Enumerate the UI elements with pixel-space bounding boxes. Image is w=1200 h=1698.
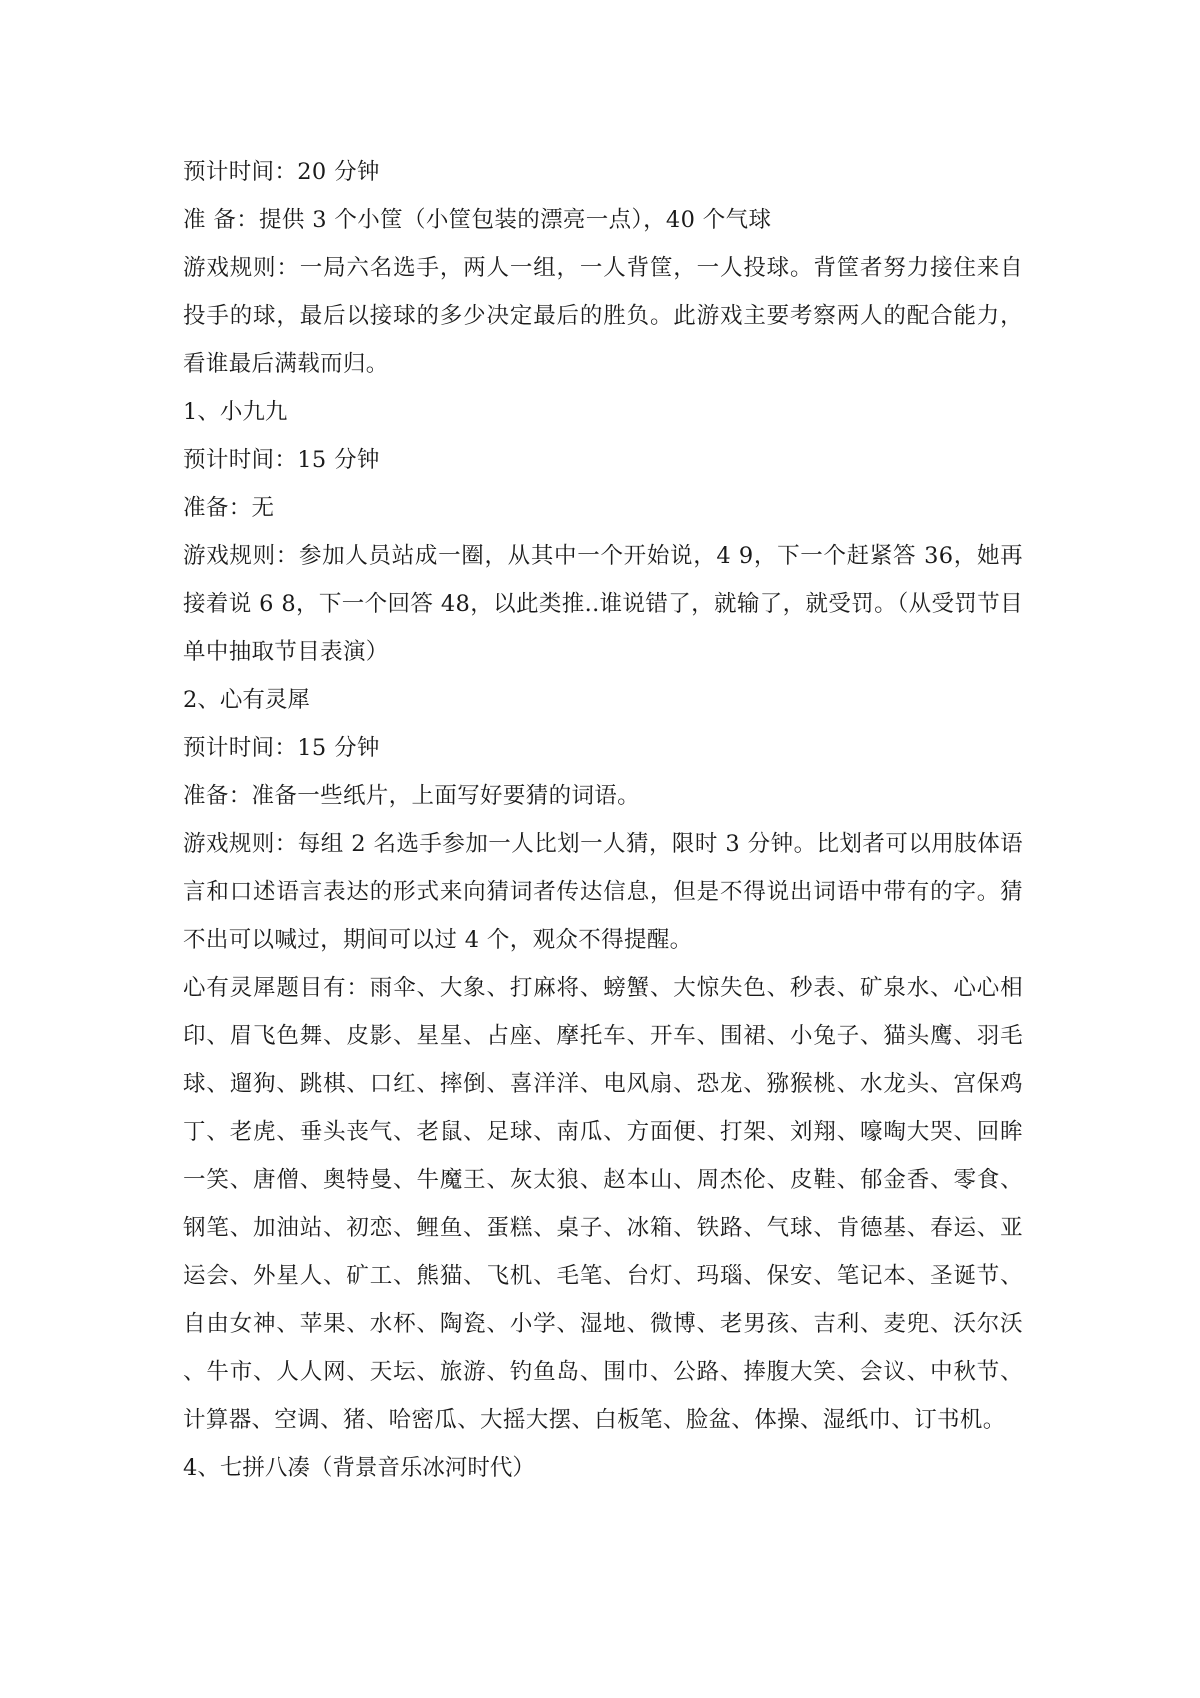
game-rules-1: 游戏规则：一局六名选手，两人一组，一人背筐，一人投球。背筐者努力接住来自投手的球，最后以接球的多少决定最后的胜负。此游戏主要考察两人的配合能力，看谁最后满载而归。 [183, 255, 1023, 377]
game-rules-2: 游戏规则：参加人员站成一圈，从其中一个开始说，4 9，下一个赶紧答 36，她再接着说 6 8，下一个回答 48，以此类推..谁说错了，就输了，就受罚。（从受罚节目单中抽取节目表演） [183, 543, 1023, 665]
section-heading-qipinbacou: 4、七拼八凑（背景音乐冰河时代） [183, 1455, 535, 1481]
game-rules-3: 游戏规则：每组 2 名选手参加一人比划一人猜，限时 3 分钟。比划者可以用肢体语言和口述语言表达的形式来向猜词者传达信息，但是不得说出词语中带有的字。猜不出可以喊过，期间可以过 4 个，观众不得提醒。 [183, 831, 1023, 953]
preparation-1: 准 备：提供 3 个小筐（小筐包装的漂亮一点），40 个气球 [183, 207, 772, 233]
time-estimate-1: 预计时间：20 分钟 [183, 159, 380, 185]
section-heading-xinyoulingxi: 2、心有灵犀 [183, 687, 310, 713]
document-body [183, 148, 1023, 1492]
word-list: 心有灵犀题目有：雨伞、大象、打麻将、螃蟹、大惊失色、秒表、矿泉水、心心相印、眉飞色舞、皮影、星星、占座、摩托车、开车、围裙、小兔子、猫头鹰、羽毛球、遛狗、跳棋、口红、摔倒、喜洋洋、电风扇、恐龙、猕猴桃、水龙头、宫保鸡丁、老虎、垂头丧气、老鼠、足球、南瓜、方面便、打架、刘翔、嚎啕大哭、回眸一笑、唐僧、奥特曼、牛魔王、灰太狼、赵本山、周杰伦、皮鞋、郁金香、零食、钢笔、加油站、初恋、鲤鱼、蛋糕、桌子、冰箱、铁路、气球、肯德基、春运、亚运会、外星人、矿工、熊猫、飞机、毛笔、台灯、玛瑙、保安、笔记本、圣诞节、自由女神、苹果、水杯、陶瓷、小学、湿地、微博、老男孩、吉利、麦兜、沃尔沃、牛市、人人网、天坛、旅游、钓鱼岛、围巾、公路、捧腹大笑、会议、中秋节、计算器、空调、猪、哈密瓜、大摇大摆、白板笔、脸盆、体操、湿纸巾、订书机。 [183, 975, 1023, 1433]
time-estimate-3: 预计时间：15 分钟 [183, 735, 380, 761]
section-heading-xiaojiujiu: 1、小九九 [183, 399, 288, 425]
preparation-2: 准备：无 [183, 495, 275, 521]
time-estimate-2: 预计时间：15 分钟 [183, 447, 380, 473]
preparation-3: 准备：准备一些纸片，上面写好要猜的词语。 [183, 783, 641, 809]
